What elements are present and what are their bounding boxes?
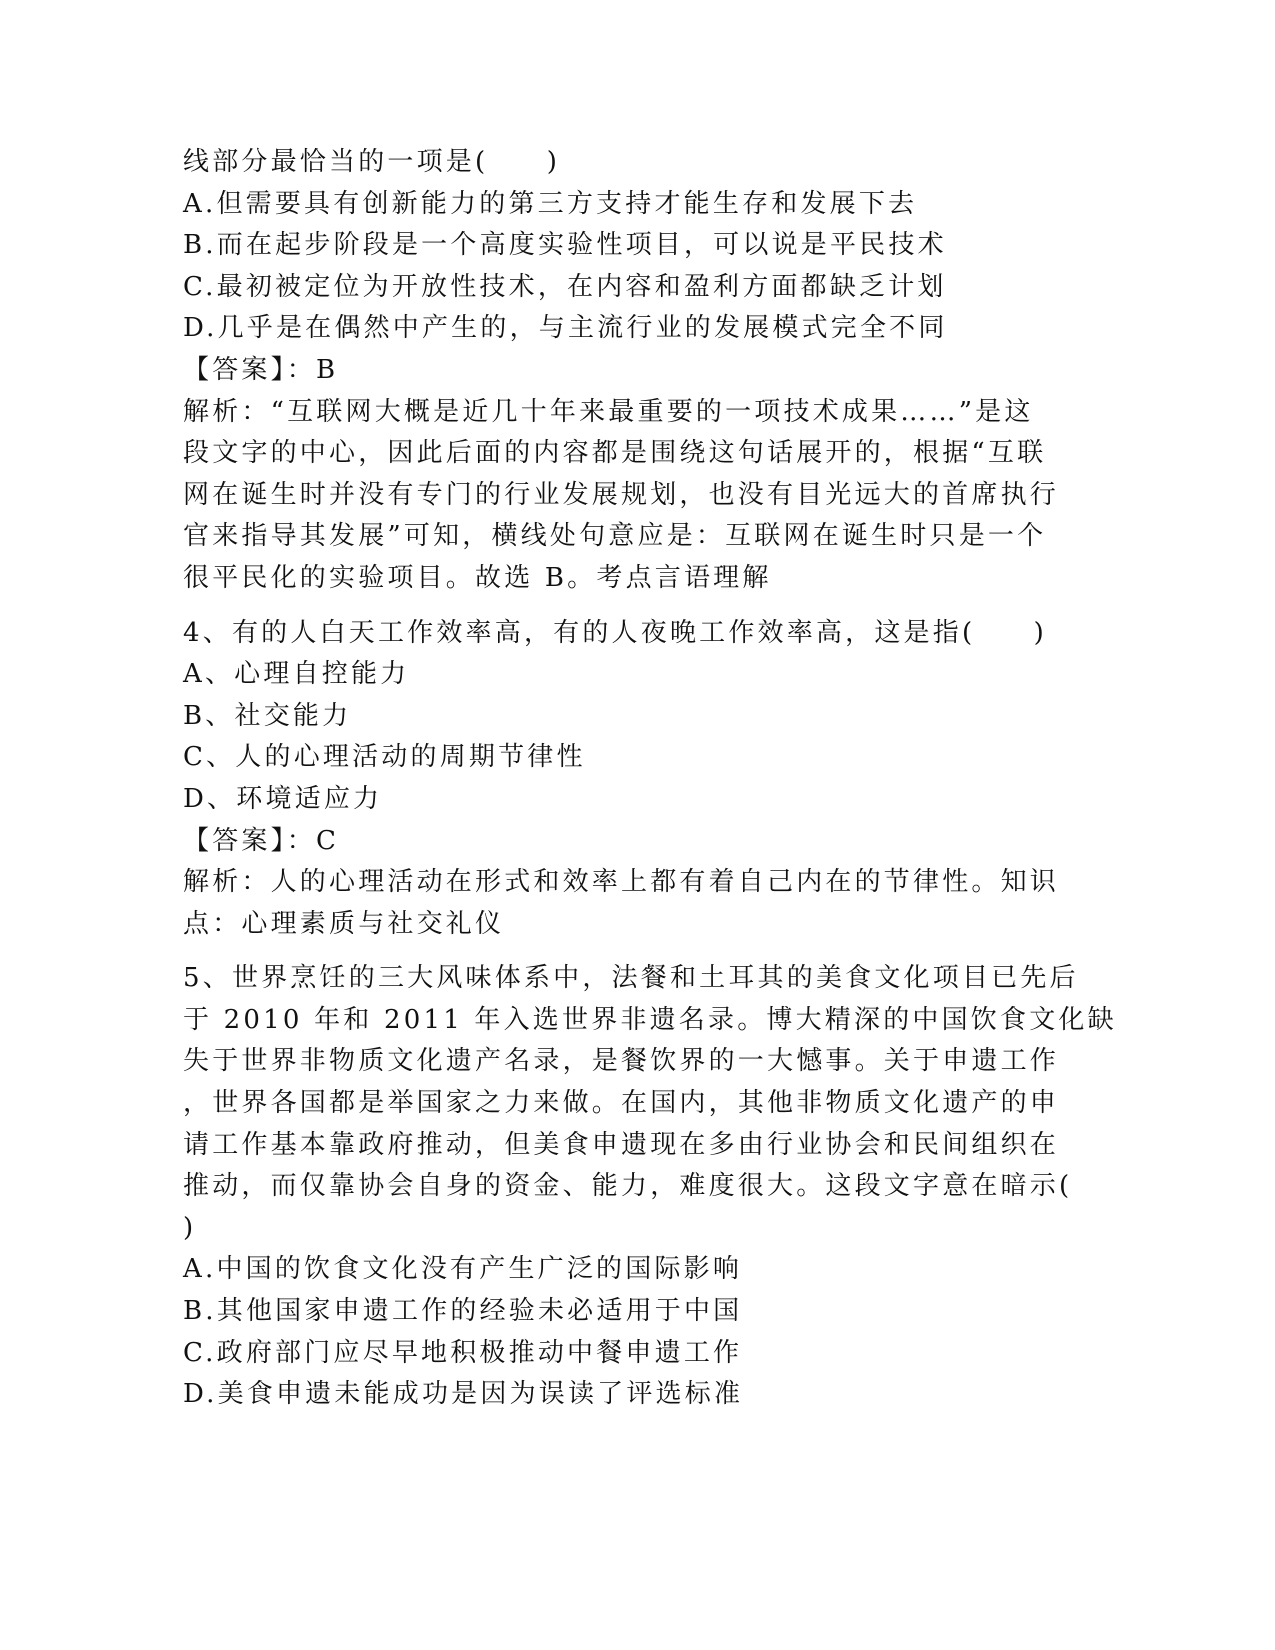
question-5 xyxy=(183,958,1117,1416)
question-stem-line: 失于世界非物质文化遗产名录，是餐饮界的一大憾事。关于申遗工作 xyxy=(183,1046,1060,1077)
analysis-line: 解析：“互联网大概是近几十年来最重要的一项技术成果……”是这 xyxy=(183,396,1034,427)
question-stem-line: ，世界各国都是举国家之力来做。在国内，其他非物质文化遗产的申 xyxy=(183,1088,1060,1119)
analysis-line: 点：心理素质与社交礼仪 xyxy=(183,908,505,939)
question-stem-line: ) xyxy=(183,1212,197,1243)
analysis-line: 解析：人的心理活动在形式和效率上都有着自己内在的节律性。知识 xyxy=(183,867,1060,898)
question-stem-line: 于 2010 年和 2011 年入选世界非遗名录。博大精深的中国饮食文化缺 xyxy=(183,1004,1117,1035)
section-spacer xyxy=(183,945,1063,958)
answer-line: 【答案】：C xyxy=(183,825,340,856)
section-spacer xyxy=(183,600,1063,613)
question-stem-line: 请工作基本靠政府推动，但美食申遗现在多由行业协会和民间组织在 xyxy=(183,1129,1060,1160)
option-c: C.最初被定位为开放性技术，在内容和盈利方面都缺乏计划 xyxy=(183,271,947,302)
option-a: A.中国的饮食文化没有产生广泛的国际影响 xyxy=(183,1254,743,1285)
option-c: C、人的心理活动的周期节律性 xyxy=(183,742,586,773)
option-d: D.几乎是在偶然中产生的，与主流行业的发展模式完全不同 xyxy=(183,313,948,344)
analysis-line: 网在诞生时并没有专门的行业发展规划，也没有目光远大的首席执行 xyxy=(183,479,1060,510)
question-stem: 4、有的人白天工作效率高，有的人夜晚工作效率高，这是指( ) xyxy=(183,617,1048,648)
question-4 xyxy=(183,613,1063,946)
option-a: A.但需要具有创新能力的第三方支持才能生存和发展下去 xyxy=(183,188,918,219)
analysis-line: 官来指导其发展”可知，横线处句意应是：互联网在诞生时只是一个 xyxy=(183,521,1047,552)
question-stem-end: 线部分最恰当的一项是( ) xyxy=(183,147,561,177)
option-d: D.美食申遗未能成功是因为误读了评选标准 xyxy=(183,1379,744,1410)
analysis-line: 段文字的中心，因此后面的内容都是围绕这句话展开的，根据“互联 xyxy=(183,438,1047,469)
question-3-tail xyxy=(183,142,1063,600)
question-stem-line: 推动，而仅靠协会自身的资金、能力，难度很大。这段文字意在暗示( xyxy=(183,1171,1073,1202)
document-page xyxy=(183,142,1117,1416)
option-d: D、环境适应力 xyxy=(183,783,383,814)
question-stem-line: 5、世界烹饪的三大风味体系中，法餐和土耳其的美食文化项目已先后 xyxy=(183,963,1079,994)
option-b: B.而在起步阶段是一个高度实验性项目，可以说是平民技术 xyxy=(183,230,947,261)
answer-line: 【答案】：B xyxy=(183,354,339,385)
option-b: B、社交能力 xyxy=(183,700,352,731)
option-b: B.其他国家申遗工作的经验未必适用于中国 xyxy=(183,1296,743,1327)
option-c: C.政府部门应尽早地积极推动中餐申遗工作 xyxy=(183,1337,743,1368)
option-a: A、心理自控能力 xyxy=(183,659,410,690)
analysis-line: 很平民化的实验项目。故选 B。考点言语理解 xyxy=(183,562,772,593)
